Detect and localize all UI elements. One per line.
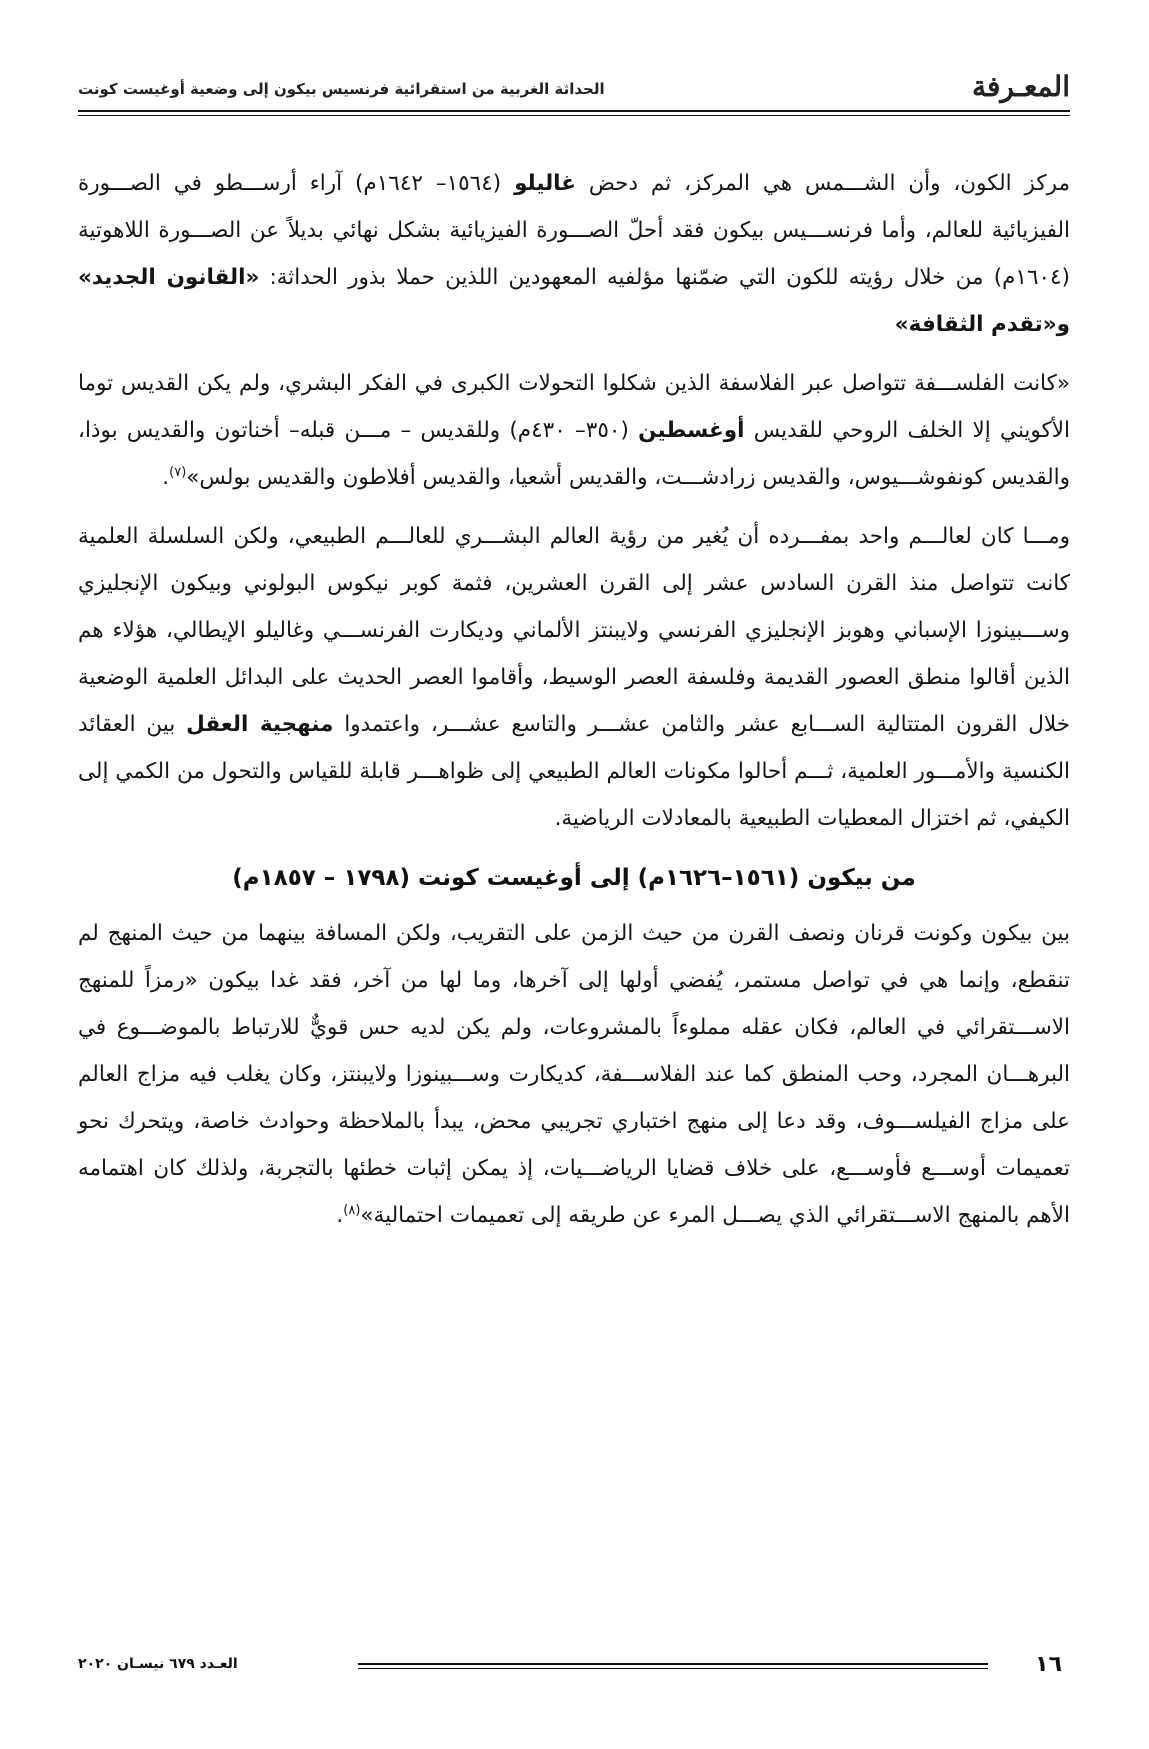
bold-term-augustine: أوغسطين	[638, 418, 745, 443]
paragraph-3	[78, 513, 1070, 842]
page-footer	[78, 1652, 1070, 1682]
header-rule	[78, 110, 1070, 112]
issue-info: العـدد ٦٧٩ نيسـان ٢٠٢٠	[78, 1656, 238, 1672]
magazine-logo: المعـرفة	[971, 70, 1070, 103]
paragraph-text: ومـــا كان لعالـــم واحد بمفـــرده أن يُغير من رؤية العالم البشـــري للعالـــم الطبيعي، ولكن السلسلة العلمية كانت تتواصل منذ القرن السادس عشر إلى القرن العشرين، فثمة كوبر نيكوس البولوني وبيكون الإنجليزي وســـبينوزا الإسباني وهوبز الإنجليزي الفرنسي ولايبنتز الألماني وديكارت الفرنســـي وغاليلو الإيطالي، هؤلاء هم الذين أقالوا منطق العصور القديمة وفلسفة العصر الوسيط، وأقاموا العصر الحديث على البدائل العلمية الوضعية خلال القرون المتتالية الســـابع عشر والثامن عشـــر والتاسع عشـــر، واعتمدوا	[78, 524, 1070, 737]
paragraph-text: مركز الكون، وأن الشـــمس هي المركز، ثم دحض	[575, 171, 1070, 196]
paragraph-2	[78, 360, 1070, 501]
article-body	[78, 160, 1070, 1251]
section-heading: من بيكون (١٥٦١–١٦٢٦م) إلى أوغيست كونت (١٧٩٨ – ١٨٥٧م)	[232, 865, 916, 891]
paragraph-text: .	[162, 465, 170, 490]
footnote-ref-7[interactable]: (٧)	[169, 464, 187, 480]
paragraph-text: (١٥٦٤– ١٦٤٢م) آراء أرســـطو في الصـــورة الفيزيائية للعالم، وأما فرنســـيس بيكون فقد أحلّ الصـــورة الفيزيائية بشكل نهائي بديلاً عن الصـــورة اللاهوتية (١٦٠٤م) من خلال رؤيته للكون التي ضمّنها مؤلفيه المعهودين اللذين حملا بذور الحداثة:	[78, 171, 1070, 290]
bold-book-titles: «القانون الجديد» و«تقدم الثقافة»	[78, 265, 1070, 337]
running-title: الحداثة الغربية من استقرائية فرنسيس بيكون إلى وضعية أوغيست كونت	[78, 80, 605, 98]
paragraph-text: .	[336, 1203, 344, 1228]
header-rule-thin	[78, 115, 1070, 116]
paragraph-1	[78, 160, 1070, 348]
bold-term-reason-methodology: منهجية العقل	[186, 712, 334, 737]
bold-term-galileo: غاليلو	[514, 171, 576, 196]
paragraph-text: بين بيكون وكونت قرنان ونصف القرن من حيث الزمن على التقريب، ولكن المسافة بينهما من حيث المنهج لم تنقطع، وإنما هي في تواصل مستمر، يُفضي أولها إلى آخرها، وما لها من آخر، فقد غدا بيكون «رمزاً للمنهج الاســـتقرائي في العالم، فكان عقله مملوءاً بالمشروعات، ولم يكن لديه حس قويٌّ للارتباط بالموضـــوع في البرهـــان المجرد، وحب المنطق كما عند الفلاســـفة، كديكارت وســـبينوزا ولايبنتز، وكان يغلب فيه مزاج العالم على مزاج الفيلســـوف، وقد دعا إلى منهج اختباري تجريبي محض، يبدأ بالملاحظة وحوادث خاصة، ويتحرك نحو تعميمات أوســـع فأوســـع، على خلاف قضايا الرياضـــيات، إذ يمكن إثبات خطئها بالتجربة، ولذلك كان اهتمامه الأهم بالمنهج الاســـتقرائي الذي يصـــل المرء عن طريقه إلى تعميمات احتمالية»	[78, 921, 1070, 1228]
paragraph-text: بين العقائد الكنسية والأمـــور العلمية، ثـــم أحالوا مكونات العالم الطبيعي إلى ظواهـــر قابلة للقياس والتحول من الكمي إلى الكيفي، ثم اختزال المعطيات الطبيعية بالمعادلات الرياضية.	[78, 712, 1070, 831]
paragraph-4	[78, 910, 1070, 1239]
paragraph-text: «كانت الفلســـفة تتواصل عبر الفلاسفة الذين شكلوا التحولات الكبرى في الفكر البشري، ولم يكن القديس توما الأكويني إلا الخلف الروحي للقديس	[78, 371, 1070, 443]
footnote-ref-8[interactable]: (٨)	[343, 1202, 361, 1218]
page-header	[78, 66, 1070, 114]
paragraph-text: (٣٥٠– ٤٣٠م) وللقديس – مـــن قبله– أخناتون والقديس بوذا، والقديس كونفوشـــيوس، والقديس زرادشـــت، والقديس أشعيا، والقديس أفلاطون والقديس بولس»	[78, 418, 1070, 490]
page-number: ١٦	[1035, 1652, 1062, 1677]
